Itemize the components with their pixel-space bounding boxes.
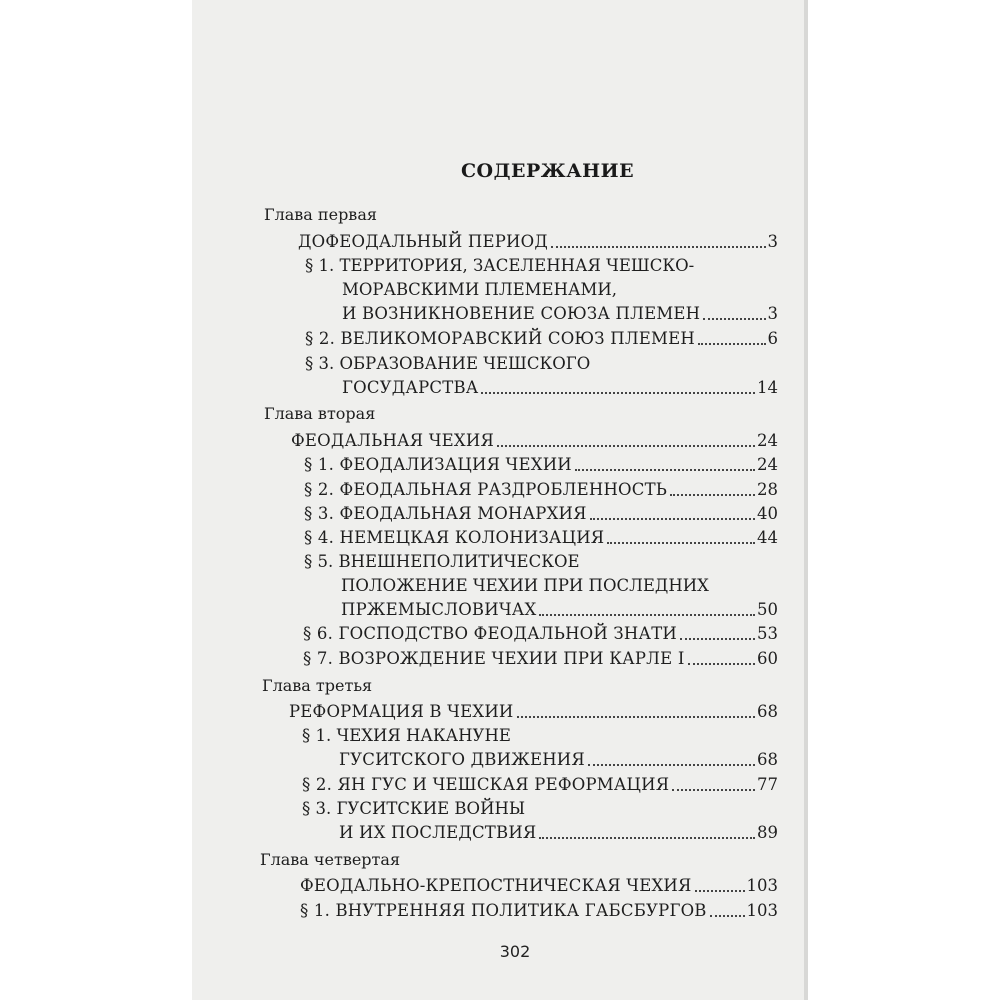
page-ref: 40	[757, 504, 778, 523]
page-ref: 103	[746, 876, 778, 895]
section-title: ГОСУДАРСТВА	[342, 378, 479, 397]
toc-entry[interactable]	[304, 478, 778, 502]
page-ref: 3	[767, 232, 778, 251]
toc-entry[interactable]	[303, 622, 778, 646]
chapter-label: Глава четвертая	[260, 850, 401, 869]
section-title: § 2. ЯН ГУС И ЧЕШСКАЯ РЕФОРМАЦИЯ	[302, 775, 670, 794]
toc-entry[interactable]	[304, 453, 778, 477]
chapter-heading: ФЕОДАЛЬНО-КРЕПОСТНИЧЕСКАЯ ЧЕХИЯ	[300, 876, 692, 895]
section-title: § 2. ФЕОДАЛЬНАЯ РАЗДРОБЛЕННОСТЬ	[304, 480, 668, 499]
page-ref: 89	[757, 823, 778, 842]
page-ref: 3	[767, 304, 778, 323]
dot-leader	[497, 445, 755, 447]
toc-entry-line[interactable]: § 3. ГУСИТСКИЕ ВОЙНЫ	[302, 799, 526, 818]
dot-leader	[539, 837, 755, 839]
chapter-label: Глава третья	[262, 676, 373, 695]
section-title: § 3. ФЕОДАЛЬНАЯ МОНАРХИЯ	[304, 504, 587, 523]
dot-leader	[688, 663, 755, 665]
dot-leader	[680, 638, 755, 640]
page-ref: 60	[757, 649, 778, 668]
page-ref: 14	[757, 378, 778, 397]
dot-leader	[551, 246, 766, 248]
dot-leader	[698, 343, 766, 345]
page-ref: 24	[757, 431, 778, 450]
chapter-heading: ДОФЕОДАЛЬНЫЙ ПЕРИОД	[298, 232, 548, 251]
toc-entry[interactable]	[339, 821, 778, 845]
dot-leader	[703, 318, 765, 320]
section-title: И ВОЗНИКНОВЕНИЕ СОЮЗА ПЛЕМЕН	[342, 304, 701, 323]
section-title: § 1. ВНУТРЕННЯЯ ПОЛИТИКА ГАБСБУРГОВ	[300, 901, 707, 920]
chapter-heading: РЕФОРМАЦИЯ В ЧЕХИИ	[289, 702, 514, 721]
toc-entry[interactable]	[291, 429, 778, 453]
dot-leader	[670, 494, 755, 496]
dot-leader	[710, 915, 745, 917]
page-ref: 68	[757, 750, 778, 769]
toc-entry-line[interactable]: ПОЛОЖЕНИЕ ЧЕХИИ ПРИ ПОСЛЕДНИХ	[341, 576, 709, 595]
dot-leader	[588, 764, 755, 766]
page-ref: 103	[746, 901, 778, 920]
section-title: И ИХ ПОСЛЕДСТВИЯ	[339, 823, 537, 842]
toc-entry[interactable]	[341, 598, 778, 622]
dot-leader	[517, 716, 755, 718]
section-title: § 1. ФЕОДАЛИЗАЦИЯ ЧЕХИИ	[304, 455, 572, 474]
toc-entry[interactable]	[342, 376, 778, 400]
page-ref: 77	[757, 775, 778, 794]
dot-leader	[590, 518, 755, 520]
section-title: ПРЖЕМЫСЛОВИЧАХ	[341, 600, 537, 619]
dot-leader	[695, 890, 745, 892]
toc-entry[interactable]	[300, 874, 778, 898]
chapter-label: Глава вторая	[264, 404, 376, 423]
section-title: ГУСИТСКОГО ДВИЖЕНИЯ	[339, 750, 585, 769]
dot-leader	[672, 789, 755, 791]
chapter-label: Глава первая	[264, 205, 377, 224]
toc-entry[interactable]	[289, 700, 778, 724]
page-ref: 44	[757, 528, 778, 547]
toc-entry[interactable]	[342, 302, 778, 326]
toc-entry[interactable]	[339, 748, 778, 772]
toc-entry[interactable]	[298, 230, 778, 254]
page-ref: 50	[757, 600, 778, 619]
section-title: § 2. ВЕЛИКОМОРАВСКИЙ СОЮЗ ПЛЕМЕН	[305, 329, 695, 348]
page-ref: 28	[757, 480, 778, 499]
section-title: § 7. ВОЗРОЖДЕНИЕ ЧЕХИИ ПРИ КАРЛЕ I	[303, 649, 685, 668]
dot-leader	[575, 469, 755, 471]
page-ref: 6	[767, 329, 778, 348]
chapter-heading: ФЕОДАЛЬНАЯ ЧЕХИЯ	[291, 431, 494, 450]
page-ref: 53	[757, 624, 778, 643]
section-title: § 6. ГОСПОДСТВО ФЕОДАЛЬНОЙ ЗНАТИ	[303, 624, 677, 643]
section-title: § 4. НЕМЕЦКАЯ КОЛОНИЗАЦИЯ	[304, 528, 605, 547]
toc-entry-line[interactable]: § 1. ЧЕХИЯ НАКАНУНЕ	[302, 726, 511, 745]
page-ref: 68	[757, 702, 778, 721]
toc-entry[interactable]	[304, 526, 778, 550]
toc-entry-line[interactable]: § 5. ВНЕШНЕПОЛИТИЧЕСКОЕ	[304, 552, 580, 571]
page-ref: 24	[757, 455, 778, 474]
toc-entry-line[interactable]: § 1. ТЕРРИТОРИЯ, ЗАСЕЛЕННАЯ ЧЕШСКО-	[305, 256, 695, 275]
toc-entry[interactable]	[302, 773, 778, 797]
toc-entry-line[interactable]: § 3. ОБРАЗОВАНИЕ ЧЕШСКОГО	[305, 354, 591, 373]
page-number: 302	[499, 942, 531, 961]
toc-entry-line[interactable]: МОРАВСКИМИ ПЛЕМЕНАМИ,	[342, 280, 618, 299]
dot-leader	[539, 614, 755, 616]
toc-entry[interactable]	[300, 899, 778, 923]
dot-leader	[481, 392, 755, 394]
toc-entry[interactable]	[303, 647, 778, 671]
toc-entry[interactable]	[304, 502, 778, 526]
toc-entry[interactable]	[305, 327, 778, 351]
dot-leader	[607, 542, 755, 544]
page-title: СОДЕРЖАНИЕ	[460, 160, 635, 182]
